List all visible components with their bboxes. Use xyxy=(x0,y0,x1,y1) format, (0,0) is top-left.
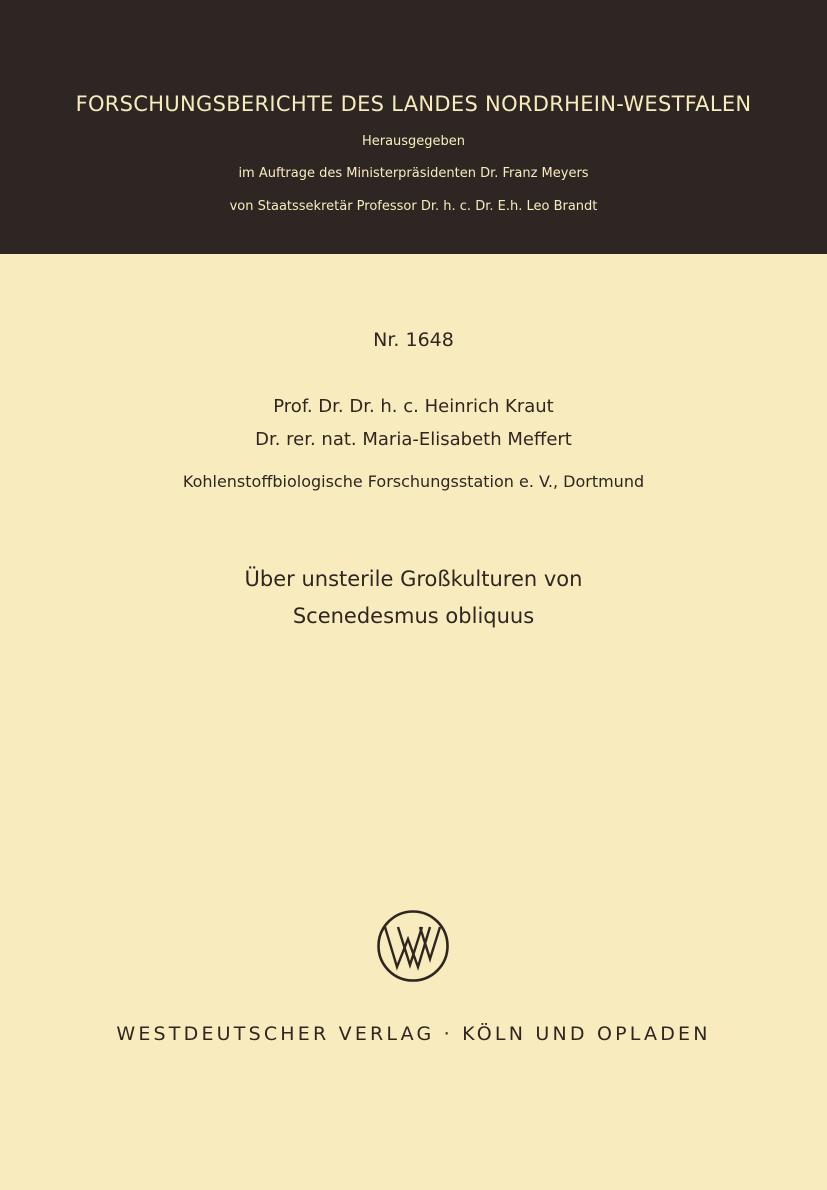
book-title-line: Scenedesmus obliquus xyxy=(292,604,535,628)
institute-name: Kohlenstoffbiologische Forschungsstation e. V., Dortmund xyxy=(182,472,645,491)
editor-line-editor: von Staatssekretär Professor Dr. h. c. Dr. E.h. Leo Brandt xyxy=(229,199,598,214)
editor-line-published: Herausgegeben xyxy=(361,134,466,149)
author-name: Dr. rer. nat. Maria-Elisabeth Meffert xyxy=(255,429,572,450)
series-title: FORSCHUNGSBERICHTE DES LANDES NORDRHEIN-WESTFALEN xyxy=(75,92,752,116)
header-band xyxy=(0,0,827,254)
volume-number: Nr. 1648 xyxy=(373,329,454,351)
book-title-line: Über unsterile Großkulturen von xyxy=(244,567,583,591)
publisher-line: WESTDEUTSCHER VERLAG · KÖLN UND OPLADEN xyxy=(116,1023,711,1045)
publisher-logo-icon xyxy=(376,909,450,983)
author-name: Prof. Dr. Dr. h. c. Heinrich Kraut xyxy=(273,396,554,417)
editor-line-commission: im Auftrage des Ministerpräsidenten Dr. Franz Meyers xyxy=(238,166,589,181)
